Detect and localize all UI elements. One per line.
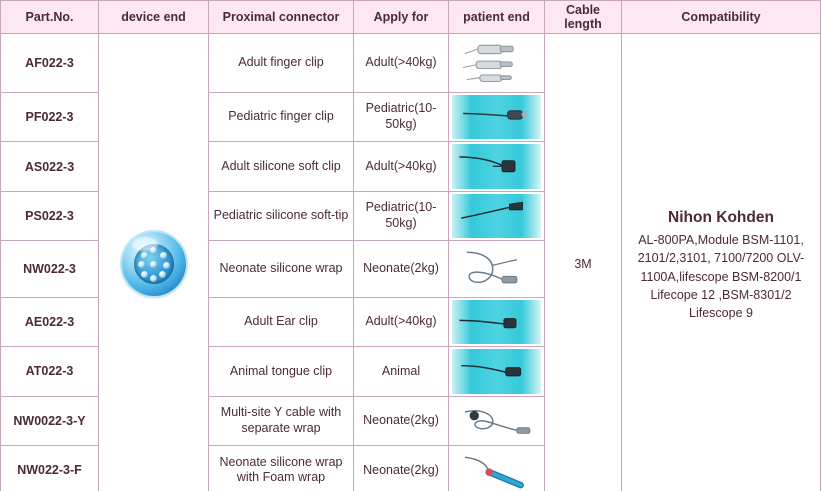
table-header [1,1,821,34]
multi-site-y-cable-image [452,399,541,444]
cell-partno: PF022-3 [1,92,99,142]
cell-apply-for: Pediatric(10-50kg) [354,191,449,240]
adult-ear-clip-image [452,300,541,345]
cell-patient-end [449,446,545,491]
cell-apply-for: Neonate(2kg) [354,396,449,446]
cell-apply-for: Adult(>40kg) [354,34,449,93]
multi-site-y-cable-icon [452,399,541,444]
neonate-silicone-wrap-icon [452,243,541,295]
cell-proximal: Neonate silicone wrap with Foam wrap [209,446,354,491]
cell-proximal: Pediatric silicone soft-tip [209,191,354,240]
column-header-device-end: device end [99,1,209,34]
cell-proximal: Multi-site Y cable with separate wrap [209,396,354,446]
adult-finger-clip-image [452,36,541,90]
adult-ear-clip-icon [452,300,541,345]
adult-finger-clip-icon [452,36,541,90]
compatibility-brand: Nihon Kohden [668,208,774,226]
cell-cable-length: 3M [545,34,622,491]
column-header-compatibility: Compatibility [622,1,821,34]
pediatric-finger-clip-image [452,95,541,140]
cell-proximal: Adult finger clip [209,34,354,93]
cell-proximal: Adult Ear clip [209,297,354,347]
device-end-graphic [102,232,205,296]
cell-apply-for: Neonate(2kg) [354,240,449,297]
column-header-cable-length: Cable length [545,1,622,34]
cell-patient-end [449,396,545,446]
cell-apply-for: Adult(>40kg) [354,142,449,192]
pediatric-silicone-soft-tip-icon [452,194,541,235]
cell-patient-end [449,34,545,93]
cell-partno: AF022-3 [1,34,99,93]
table-body [1,34,821,491]
cell-apply-for: Animal [354,347,449,397]
column-header-proximal: Proximal connector [209,1,354,34]
cell-patient-end [449,92,545,142]
table-row [1,34,821,93]
cell-compatibility [622,34,821,491]
cell-partno: NW0022-3-Y [1,396,99,446]
cell-patient-end [449,240,545,297]
pediatric-finger-clip-icon [452,95,541,140]
adult-silicone-soft-clip-image [452,144,541,189]
animal-tongue-clip-icon [452,349,541,394]
cell-apply-for: Adult(>40kg) [354,297,449,347]
cell-partno: AT022-3 [1,347,99,397]
neonate-foam-wrap-image [452,448,541,491]
compatibility-details: AL-800PA,Module BSM-1101, 2101/2,3101, 7100/7200 OLV-1100A,lifescope BSM-8200/1 Lifecope 12 ,BSM-8301/2 Lifescope 9 [637,233,805,320]
cell-proximal: Pediatric finger clip [209,92,354,142]
cell-partno: NW022-3 [1,240,99,297]
cell-partno: AS022-3 [1,142,99,192]
sensor-gloss [132,237,158,251]
cell-patient-end [449,297,545,347]
neonate-silicone-wrap-image [452,243,541,295]
column-header-patient-end: patient end [449,1,545,34]
animal-tongue-clip-image [452,349,541,394]
column-header-partno: Part.No. [1,1,99,34]
sensor-pins [136,246,172,282]
cell-proximal: Neonate silicone wrap [209,240,354,297]
cell-proximal: Adult silicone soft clip [209,142,354,192]
cell-patient-end [449,191,545,240]
cell-partno: PS022-3 [1,191,99,240]
cell-patient-end [449,142,545,192]
cell-apply-for: Pediatric(10-50kg) [354,92,449,142]
header-row [1,1,821,34]
neonate-foam-wrap-icon [452,448,541,491]
column-header-apply-for: Apply for [354,1,449,34]
adult-silicone-soft-clip-icon [452,144,541,189]
cell-apply-for: Neonate(2kg) [354,446,449,491]
cell-proximal: Animal tongue clip [209,347,354,397]
cell-partno: AE022-3 [1,297,99,347]
pediatric-silicone-soft-tip-image [452,194,541,238]
cell-patient-end [449,347,545,397]
cell-partno: NW022-3-F [1,446,99,491]
cell-device-end [99,34,209,491]
round-sensor-connector-icon [122,232,186,296]
